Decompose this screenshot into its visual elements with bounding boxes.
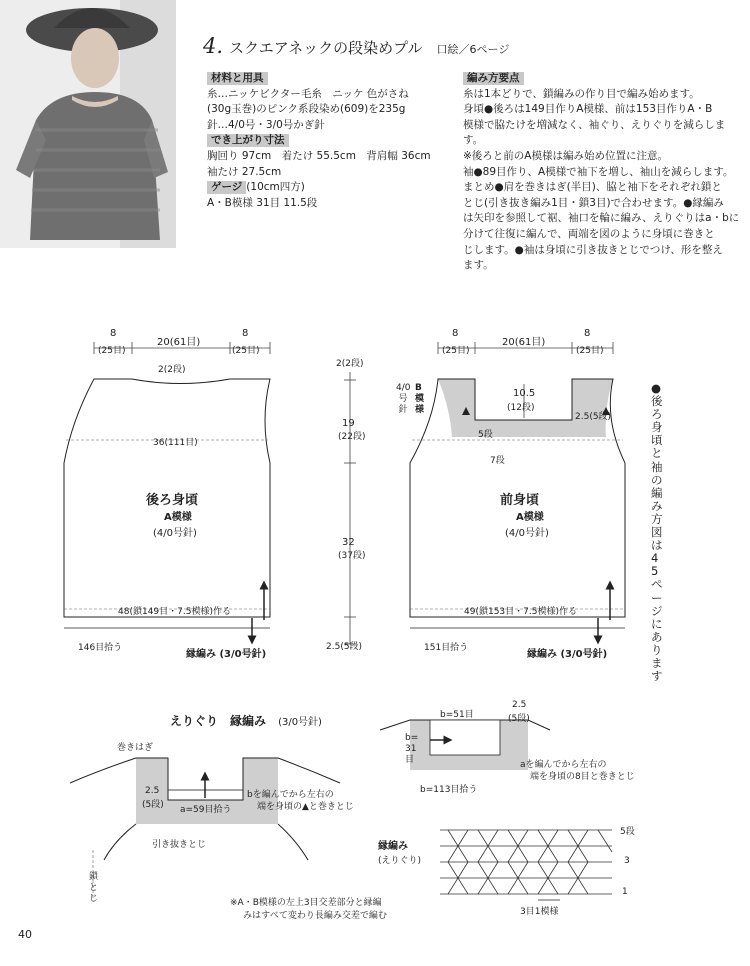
howto-line: とじ(引き抜き編み1目・鎖3目)で合わせます。●縁編み bbox=[463, 196, 724, 209]
howto-line: 糸は1本どりで、鎖編みの作り目で編み始めます。 bbox=[463, 87, 700, 100]
back-pattern-label: A模様 bbox=[164, 512, 192, 523]
back-right-rows: (25目) bbox=[232, 346, 260, 356]
howto-line: 分けて往復に編んで、両端を図のように身頃に巻きと bbox=[463, 227, 715, 240]
front-needle-label: (4/0号針) bbox=[505, 528, 549, 539]
neck-b-pickup: b=113目拾う bbox=[420, 785, 478, 795]
neck-b-note-2: 端を身頃の8目と巻きとじ bbox=[530, 772, 635, 782]
howto-line: 身頃●後ろは149目作りA模様、前は153目作りA・B bbox=[463, 103, 713, 116]
back-width-label: 36(111目) bbox=[153, 438, 198, 448]
size-line: 胸回り 97cm 着たけ 55.5cm 背肩幅 36cm bbox=[207, 149, 431, 162]
edge-title: 縁編み bbox=[378, 841, 408, 852]
border-rows: 2.5(5段) bbox=[326, 642, 363, 652]
neckline-b-note-1: bを編んでから左右の bbox=[247, 790, 334, 800]
howto-line: じします。●袖は身頃に引き抜きとじでつけ、形を整え bbox=[463, 243, 723, 256]
size-line: 袖たけ 27.5cm bbox=[207, 165, 282, 178]
neckline-title-text: えりぐり bbox=[170, 714, 219, 728]
front-side-pattern: B 模 様 bbox=[415, 383, 425, 415]
materials-line: 針…4/0号・3/0号かぎ針 bbox=[207, 118, 325, 131]
neckline-b-note-2: 端を身頃の▲と巻きとじ bbox=[257, 802, 354, 812]
front-left-width: 8 bbox=[452, 328, 459, 339]
edge-row-1: 1 bbox=[622, 887, 628, 897]
side-rows: (37段) bbox=[338, 551, 366, 561]
front-left-rows: (25目) bbox=[442, 346, 470, 356]
neck-b-note-1: aを編んでから左右の bbox=[520, 760, 607, 770]
neck-b-inner bbox=[430, 720, 500, 755]
back-border-label: 縁編み (3/0号針) bbox=[186, 649, 267, 660]
front-right-rows: (25目) bbox=[576, 346, 604, 356]
howto-line: 模様で脇たけを増減なく、袖ぐり、えりぐりを減らします。 bbox=[463, 118, 726, 147]
edge-subtitle: (えりぐり) bbox=[378, 856, 422, 866]
armhole-length: 19 bbox=[342, 418, 355, 429]
pattern-number: 4. bbox=[203, 34, 224, 58]
back-left-width: 8 bbox=[110, 328, 117, 339]
back-neck-depth: 2(2段) bbox=[158, 365, 186, 375]
neckline-chain-join: 鎖 とじ bbox=[89, 872, 99, 904]
front-border-label: 縁編み (3/0号針) bbox=[527, 649, 608, 660]
howto-line: 袖●89目作り、A模様で袖下を増し、袖山を減らします。 bbox=[463, 165, 734, 178]
reference-note: ●後ろ身頃と袖の編み方図は45ページにあります bbox=[651, 381, 663, 684]
front-right-width: 8 bbox=[584, 328, 591, 339]
howto-line: は矢印を参照して裾、袖口を輪に編み、えりぐりはa・bに bbox=[463, 212, 740, 225]
gauge-note: (10cm四方) bbox=[246, 181, 305, 194]
front-pattern-label: A模様 bbox=[516, 512, 544, 523]
materials-heading: 材料と用具 bbox=[207, 72, 268, 85]
front-neck-width: 20(61目) bbox=[502, 337, 546, 348]
neckline-title bbox=[170, 712, 322, 729]
shoulder-rows: 2(2段) bbox=[336, 359, 364, 369]
neck-b-count: b=51目 bbox=[440, 710, 474, 720]
length-dimension-line bbox=[344, 372, 356, 644]
edge-stitch-chart bbox=[440, 830, 612, 894]
materials-line: (30g玉巻)のピンク系段染め(609)を235g bbox=[207, 103, 406, 116]
page-reference: 口絵／6ページ bbox=[436, 43, 510, 56]
front-yoke-rows: 2.5(5段) bbox=[575, 412, 612, 422]
armhole-rows: (22段) bbox=[338, 432, 366, 442]
edge-row-3: 3 bbox=[624, 856, 630, 866]
gauge-heading: ゲージ bbox=[207, 181, 246, 194]
back-body-name: 後ろ身頃 bbox=[146, 493, 199, 508]
howto-heading: 編み方要点 bbox=[463, 72, 524, 85]
gauge-line: A・B模様 31目 11.5段 bbox=[207, 196, 318, 209]
back-right-width: 8 bbox=[242, 328, 249, 339]
edge-repeat: 3目1模様 bbox=[520, 907, 559, 917]
neckline-rows-count: (5段) bbox=[142, 800, 164, 810]
back-pickup-label: 146目拾う bbox=[78, 643, 123, 653]
front-hem-label: 49(鎖153目・7.5模様)作る bbox=[464, 607, 577, 617]
howto-line: ※後ろと前のA模様は編み始め位置に注意。 bbox=[463, 149, 668, 162]
neck-b-side: b= 31 目 bbox=[405, 733, 419, 765]
neck-b-rows-count: (5段) bbox=[508, 714, 530, 724]
front-neck-depth: 10.5 bbox=[513, 388, 536, 399]
howto-line: ます。 bbox=[463, 259, 494, 272]
neckline-subtitle: 縁編み bbox=[230, 714, 267, 728]
footnote-line-1: ※A・B模様の左上3目交差部分と縁編 bbox=[230, 898, 382, 908]
pattern-name: スクエアネックの段染めプル bbox=[229, 39, 423, 57]
back-neck-width: 20(61目) bbox=[157, 337, 201, 348]
neckline-slip-join: 引き抜きとじ bbox=[152, 840, 207, 850]
size-heading: でき上がり寸法 bbox=[207, 134, 289, 147]
front-pickup-label: 151目拾う bbox=[424, 643, 469, 653]
footnote-line-2: みはすべて変わり長編み交差で編む bbox=[243, 911, 387, 921]
front-side-needle: 4/0 号 針 bbox=[396, 383, 411, 415]
front-rows-5: 5段 bbox=[478, 430, 493, 440]
back-needle-label: (4/0号針) bbox=[153, 528, 197, 539]
materials-line: 糸…ニッケビクター毛糸 ニッケ 色がさね bbox=[207, 87, 409, 100]
neckline-wrap-label: 巻きはぎ bbox=[117, 743, 154, 753]
side-length: 32 bbox=[342, 537, 355, 548]
back-hem-label: 48(鎖149目・7.5模様)作る bbox=[118, 607, 231, 617]
edge-row-5: 5段 bbox=[620, 827, 635, 837]
page-number: 40 bbox=[18, 928, 32, 941]
front-neck-rows: (12段) bbox=[507, 403, 535, 413]
front-body-name: 前身頃 bbox=[500, 493, 540, 508]
howto-line: まとめ●肩を巻きはぎ(半目)、脇と袖下をそれぞれ鎖と bbox=[463, 181, 722, 194]
neckline-a-pickup: a=59目拾う bbox=[180, 805, 232, 815]
back-left-rows: (25目) bbox=[98, 346, 126, 356]
neckline-rows: 2.5 bbox=[145, 786, 160, 796]
neckline-needle: (3/0号針) bbox=[278, 717, 322, 728]
neck-b-rows: 2.5 bbox=[512, 700, 527, 710]
front-rows-7: 7段 bbox=[490, 456, 505, 466]
